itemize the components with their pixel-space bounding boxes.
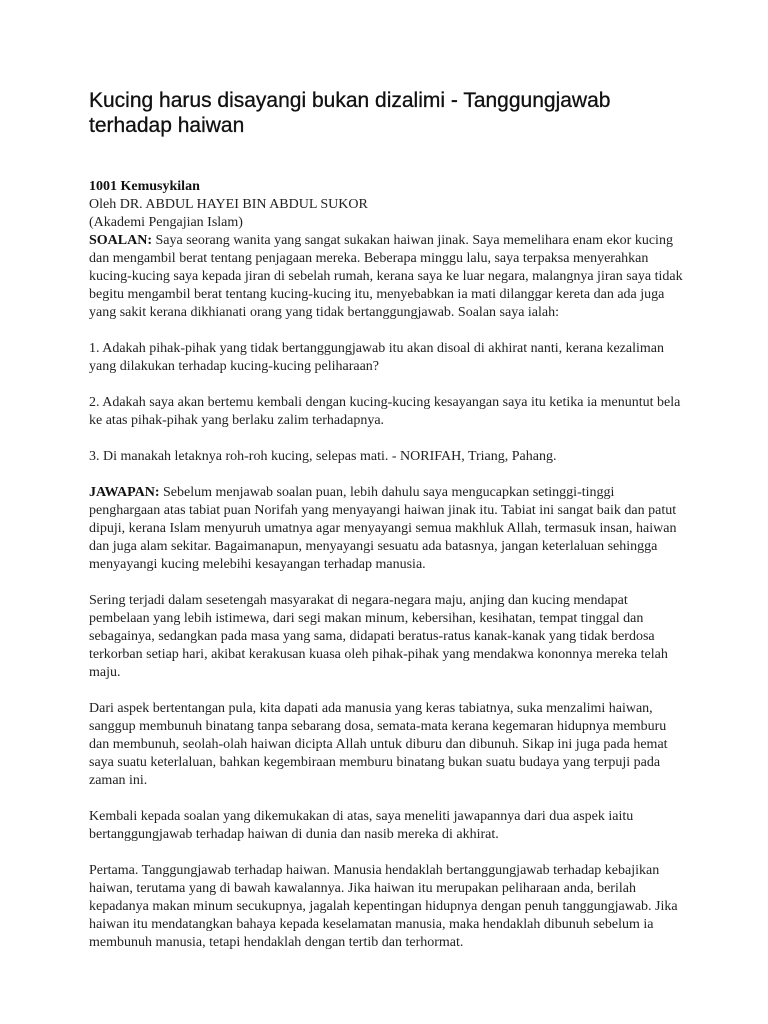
affiliation-line: (Akademi Pengajian Islam)	[89, 215, 243, 230]
article-title: Kucing harus disayangi bukan dizalimi - Tanggungjawab terhadap haiwan	[89, 89, 611, 137]
answer-text: Sebelum menjawab soalan puan, lebih dahulu saya mengucapkan setinggi-tinggi penghargaan atas tabiat puan Norifah yang menyayangi haiwan jinak itu. Tabiat ini sangat baik dan patut dipuji, kerana Islam menyuruh umatnya agar menyayangi semua makhluk Allah, termasuk insan, haiwan dan juga alam sekitar. Bagaimanapun, menyayangi sesuatu ada batasnya, jangan keterlaluan sehingga menyayangi kucing melebihi kesayangan terhadap manusia.	[89, 485, 677, 572]
body-paragraph-3	[89, 700, 689, 790]
question-item-3-text: 3. Di manakah letaknya roh-roh kucing, selepas mati. - NORIFAH, Triang, Pahang.	[89, 449, 557, 464]
question-item-1	[89, 340, 689, 376]
document-page	[89, 88, 689, 970]
body-paragraph-4	[89, 808, 689, 844]
question-item-2-text: 2. Adakah saya akan bertemu kembali dengan kucing-kucing kesayangan saya itu ketika ia menuntut bela ke atas pihak-pihak yang berlaku zalim terhadapnya.	[89, 395, 681, 428]
author-line: Oleh DR. ABDUL HAYEI BIN ABDUL SUKOR	[89, 197, 368, 212]
body-paragraph-2-text: Sering terjadi dalam sesetengah masyarakat di negara-negara maju, anjing dan kucing mendapat pembelaan yang lebih istimewa, dari segi makan minum, kebersihan, kesihatan, tempat tinggal dan sebagainya, sedangkan pada masa yang sama, didapati beratus-ratus kanak-kanak yang tidak berdosa terkorban setiap hari, akibat kerakusan kuasa oleh pihak-pihak yang mendakwa kononnya mereka telah maju.	[89, 593, 668, 680]
question-paragraph	[89, 232, 689, 322]
body-paragraph-3-text: Dari aspek bertentangan pula, kita dapati ada manusia yang keras tabiatnya, suka menzalimi haiwan, sanggup membunuh binatang tanpa sebarang dosa, semata-mata kerana kegemaran hidupnya memburu dan membunuh, seolah-olah haiwan dicipta Allah untuk diburu dan dibunuh. Sikap ini juga pada hemat saya suatu keterlaluan, bahkan kegembiraan memburu binatang bukan suatu budaya yang terpuji pada zaman ini.	[89, 701, 668, 788]
body-paragraph-4-text: Kembali kepada soalan yang dikemukakan di atas, saya meneliti jawapannya dari dua aspek iaitu bertanggungjawab terhadap haiwan di dunia dan nasib mereka di akhirat.	[89, 809, 634, 842]
question-item-2	[89, 394, 689, 430]
question-item-3	[89, 448, 689, 466]
question-label: SOALAN:	[89, 233, 153, 248]
body-paragraph-2	[89, 592, 689, 682]
body-paragraph-5-text: Pertama. Tanggungjawab terhadap haiwan. Manusia hendaklah bertanggungjawab terhadap kebajikan haiwan, terutama yang di bawah kawalannya. Jika haiwan itu merupakan peliharaan anda, berilah kepadanya makan minum secukupnya, jagalah kepentingan hidupnya dengan penuh tanggungjawab. Jika haiwan itu mendatangkan bahaya kepada keselamatan manusia, maka hendaklah dibunuh sebelum ia membunuh manusia, tetapi hendaklah dengan tertib dan terhormat.	[89, 863, 678, 950]
question-item-1-text: 1. Adakah pihak-pihak yang tidak bertanggungjawab itu akan disoal di akhirat nanti, kerana kezaliman yang dilakukan terhadap kucing-kucing peliharaan?	[89, 341, 664, 374]
answer-label: JAWAPAN:	[89, 485, 160, 500]
column-name: 1001 Kemusykilan	[89, 179, 200, 194]
body-paragraph-5	[89, 862, 689, 952]
article-body	[89, 178, 689, 952]
question-text: Saya seorang wanita yang sangat sukakan haiwan jinak. Saya memelihara enam ekor kucing dan mengambil berat tentang penjagaan mereka. Beberapa minggu lalu, saya terpaksa menyerahkan kucing-kucing saya kepada jiran di sebelah rumah, kerana saya ke luar negara, malangnya jiran saya tidak begitu mengambil berat tentang kucing-kucing itu, menyebabkan ia mati dilanggar kereta dan ada juga yang sakit kerana dikhianati orang yang tidak bertanggungjawab. Soalan saya ialah:	[89, 233, 683, 320]
answer-paragraph	[89, 484, 689, 574]
